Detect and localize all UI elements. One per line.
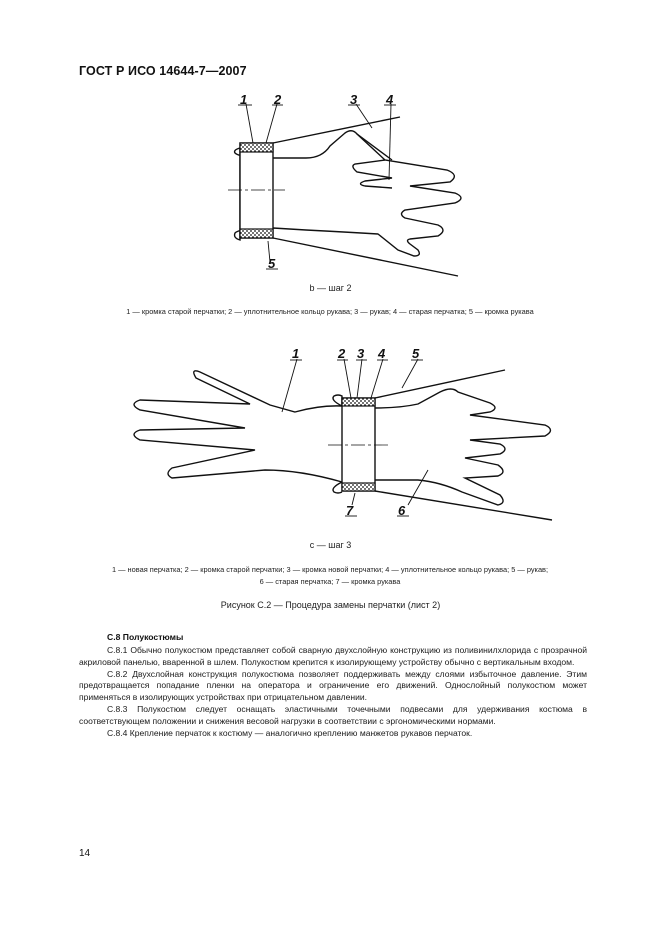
figure-b-callout: 2	[274, 92, 282, 107]
figure-c-callout: 7	[346, 503, 354, 518]
figure-b-callout: 4	[386, 92, 394, 107]
figure-c-legend	[30, 564, 630, 588]
figure-c-callout: 3	[357, 346, 365, 361]
figure-c-legend-line: 6 — старая перчатка; 7 — кромка рукава	[259, 577, 401, 586]
figure-b-callout: 3	[350, 92, 358, 107]
section-heading: С.8 Полукостюмы	[107, 632, 184, 642]
figure-caption: Рисунок С.2 — Процедура замены перчатки (лист 2)	[220, 600, 441, 610]
paragraph: С.8.2 Двухслойная конструкция полукостюма позволяет поддерживать между слоями избыточное давление. Этим предотвращается попадание пленки на оператора и ограничение его движений. Однослойный полукостюм может применяться в изолирующих устройствах при отрицательном давлении.	[79, 668, 587, 703]
figure-c-drawing	[0, 340, 661, 560]
page-number: 14	[79, 848, 91, 859]
figure-c-callout: 1	[292, 346, 300, 361]
figure-c-legend-line: 1 — новая перчатка; 2 — кромка старой перчатки; 3 — кромка новой перчатки; 4 — уплотнительное кольцо рукава; 5 — рукав;	[111, 565, 549, 574]
figure-b-callout: 1	[240, 92, 248, 107]
section-body	[79, 645, 587, 739]
figure-b-drawing	[0, 0, 661, 290]
figure-c-callout: 4	[378, 346, 386, 361]
figure-c-callout: 2	[338, 346, 346, 361]
figure-c-sublabel: c — шаг 3	[309, 540, 352, 550]
figure-c-callout: 6	[398, 503, 406, 518]
figure-c-callout: 5	[412, 346, 420, 361]
figure-b-legend: 1 — кромка старой перчатки; 2 — уплотнительное кольцо рукава; 3 — рукав; 4 — старая перчатка; 5 — кромка рукава	[126, 307, 534, 316]
paragraph: С.8.3 Полукостюм следует оснащать эластичными точечными подвесами для удерживания костюма в соответствующем положении и снижения весовой нагрузки в соответствии с эргономическими нормами.	[79, 703, 587, 726]
document-header: ГОСТ Р ИСО 14644-7—2007	[79, 64, 247, 78]
paragraph: С.8.4 Крепление перчаток к костюму — аналогично креплению манжетов рукавов перчаток.	[107, 727, 473, 738]
figure-b-callout: 5	[268, 256, 276, 271]
new-glove-outline	[134, 371, 342, 493]
paragraph: С.8.1 Обычно полукостюм представляет собой сварную двухслойную конструкцию из поливинилхлорида с прозрачной акриловой панелью, вваренной в шлем. Полукостюм крепится к изолирующему устройству обычно с вертикальным входом.	[79, 645, 587, 667]
old-glove-outline	[375, 389, 551, 505]
figure-b-sublabel: b — шаг 2	[309, 283, 352, 293]
